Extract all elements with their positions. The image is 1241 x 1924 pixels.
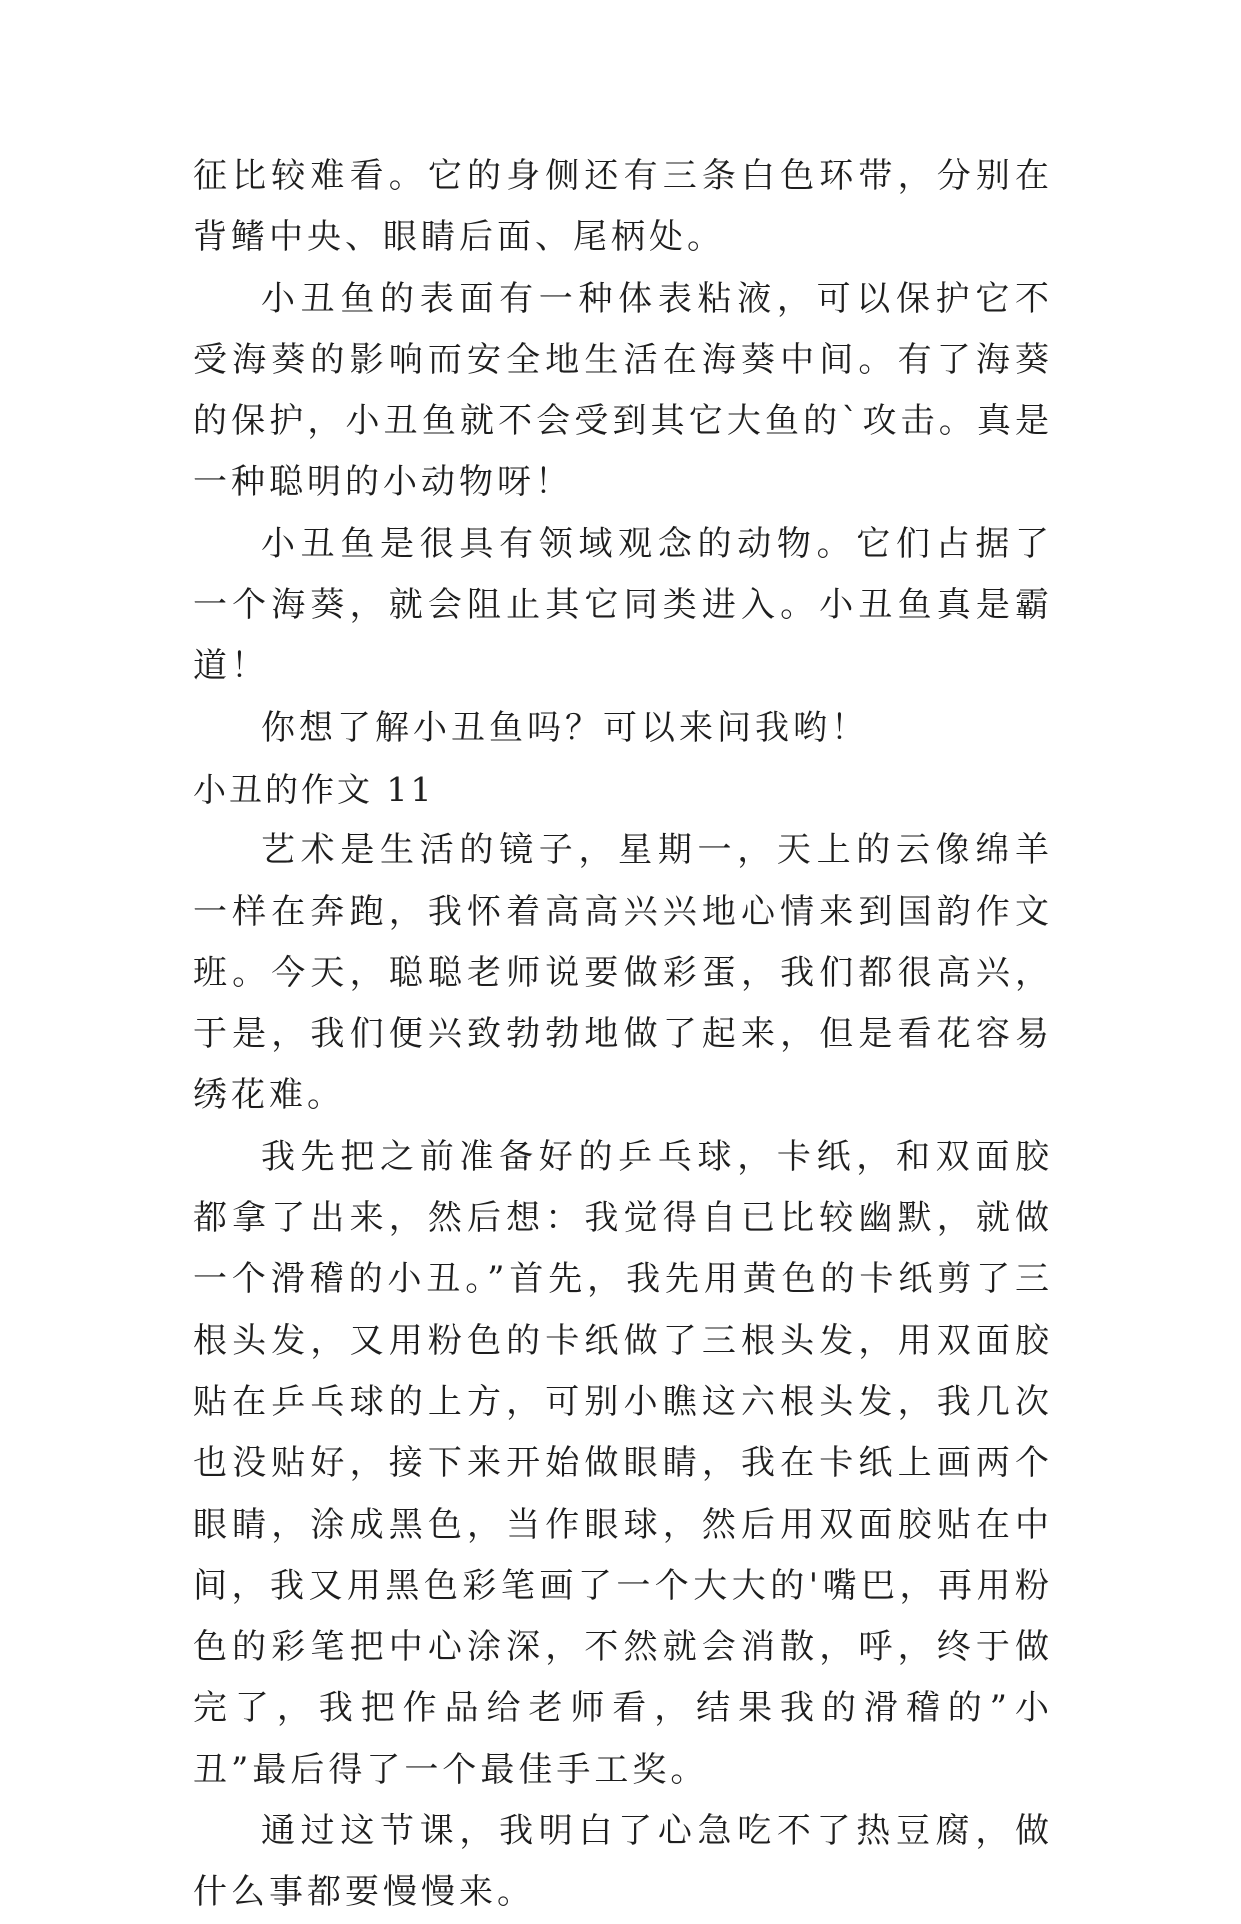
paragraph-continuation: 征比较难看。它的身侧还有三条白色环带，分别在背鳍中央、眼睛后面、尾柄处。 xyxy=(193,156,1053,258)
paragraph: 艺术是生活的镜子，星期一，天上的云像绵羊一样在奔跑，我怀着高高兴兴地心情来到国韵作文班。今天，聪聪老师说要做彩蛋，我们都很高兴，于是，我们便兴致勃勃地做了起来，但是看花容易绣花难。 xyxy=(193,830,1053,1116)
paragraph: 通过这节课，我明白了心急吃不了热豆腐，做什么事都要慢慢来。 xyxy=(193,1811,1053,1913)
paragraph: 小丑鱼是很具有领域观念的动物。它们占据了一个海葵，就会阻止其它同类进入。小丑鱼真是霸道！ xyxy=(193,523,1053,687)
document-page xyxy=(193,146,1053,1924)
section-title: 小丑的作文 11 xyxy=(193,769,435,809)
paragraph: 小丑鱼的表面有一种体表粘液，可以保护它不受海葵的影响而安全地生活在海葵中间。有了海葵的保护，小丑鱼就不会受到其它大鱼的`攻击。真是一种聪明的小动物呀！ xyxy=(193,278,1053,503)
paragraph: 你想了解小丑鱼吗？可以来问我哟！ xyxy=(261,707,869,748)
paragraph: 我先把之前准备好的乒乓球，卡纸，和双面胶都拿了出来，然后想：我觉得自已比较幽默，就做一个滑稽的小丑。”首先，我先用黄色的卡纸剪了三根头发，又用粉色的卡纸做了三根头发，用双面胶贴在乒乓球的上方，可别小瞧这六根头发，我几次也没贴好，接下来开始做眼睛，我在卡纸上画两个眼睛，涂成黑色，当作眼球，然后用双面胶贴在中间，我又用黑色彩笔画了一个大大的'嘴巴，再用粉色的彩笔把中心涂深，不然就会消散，呼，终于做完了，我把作品给老师看，结果我的滑稽的”小丑”最后得了一个最佳手工奖。 xyxy=(193,1136,1053,1790)
